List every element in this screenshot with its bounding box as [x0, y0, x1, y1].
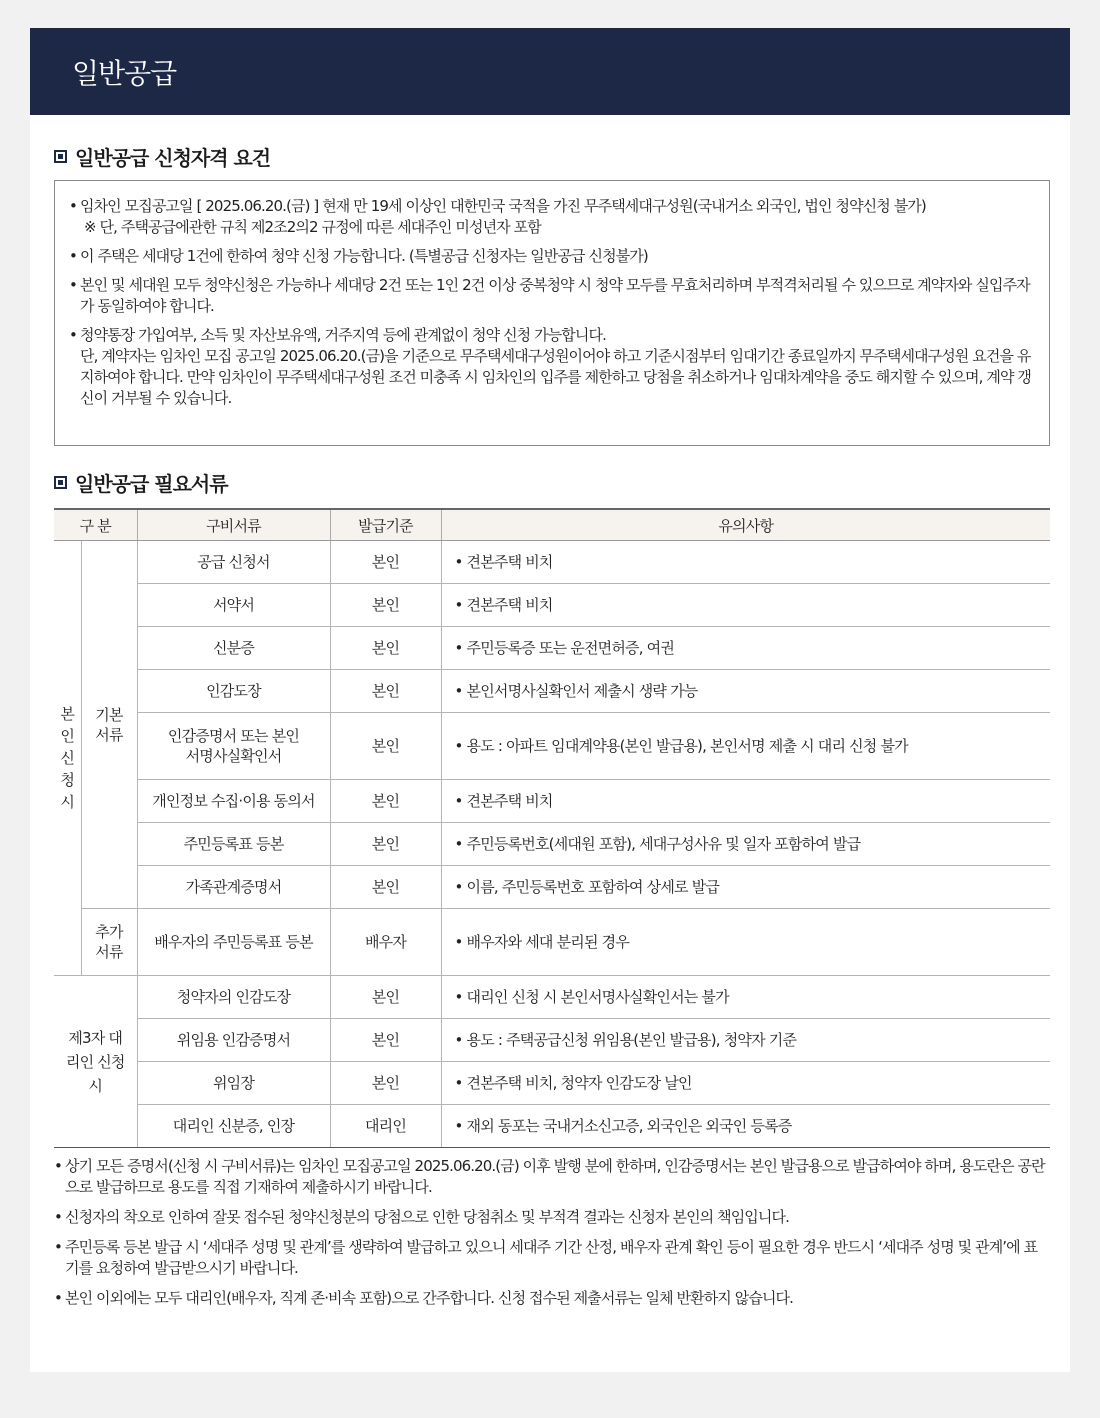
header-category: 구 분 [54, 509, 137, 541]
issuer-cell: 대리인 [330, 1105, 441, 1148]
doc-cell: 대리인 신분증, 인장 [137, 1105, 330, 1148]
table-row [54, 976, 1050, 1019]
table-row [54, 584, 1050, 627]
item-text: 이 주택은 세대당 1건에 한하여 청약 신청 가능합니다. (특별공급 신청자는 일반공급 신청불가) [80, 247, 648, 265]
issuer-cell: 본인 [330, 1062, 441, 1105]
doc-cell: 가족관계증명서 [137, 866, 330, 909]
note-cell: • 견본주택 비치, 청약자 인감도장 날인 [441, 1062, 1050, 1105]
content-card [30, 28, 1070, 1372]
page-title: 일반공급 [72, 56, 177, 90]
issuer-cell: 본인 [330, 866, 441, 909]
subgroup-extra [81, 909, 137, 976]
doc-cell: 배우자의 주민등록표 등본 [137, 909, 330, 976]
issuer-cell: 본인 [330, 780, 441, 823]
subgroup-label: 추가 서류 [95, 923, 123, 961]
table-row [54, 670, 1050, 713]
table-row [54, 909, 1050, 976]
page-header [30, 28, 1070, 115]
doc-cell: 청약자의 인감도장 [137, 976, 330, 1019]
note-cell: • 재외 동포는 국내거소신고증, 외국인은 외국인 등록증 [441, 1105, 1050, 1148]
header-note: 유의사항 [441, 509, 1050, 541]
doc-cell: 위임용 인감증명서 [137, 1019, 330, 1062]
issuer-cell: 본인 [330, 823, 441, 866]
note-cell: • 주민등록증 또는 운전면허증, 여권 [441, 627, 1050, 670]
issuer-cell: 본인 [330, 713, 441, 780]
list-item [69, 196, 1035, 238]
doc-cell: 공급 신청서 [137, 541, 330, 584]
section-title-text: 일반공급 신청자격 요건 [75, 146, 271, 170]
issuer-cell: 본인 [330, 541, 441, 584]
subgroup-basic [81, 541, 137, 909]
issuer-cell: 본인 [330, 627, 441, 670]
issuer-cell: 본인 [330, 976, 441, 1019]
list-item [69, 325, 1035, 409]
note-cell: • 배우자와 세대 분리된 경우 [441, 909, 1050, 976]
list-item: • 상기 모든 증명서(신청 시 구비서류)는 임차인 모집공고일 2025.06.20.(금) 이후 발행 분에 한하며, 인감증명서는 본인 발급용으로 발급하여야 하며, 용도란은 공란으로 발급하므로 용도를 직접 기재하여 제출하시기 바랍니다. [54, 1156, 1050, 1198]
note-cell: • 견본주택 비치 [441, 780, 1050, 823]
doc-cell: 신분증 [137, 627, 330, 670]
doc-text: 인감증명서 또는 본인서명사실확인서 [167, 727, 300, 765]
doc-cell [137, 713, 330, 780]
list-item [69, 275, 1035, 317]
issuer-cell: 본인 [330, 584, 441, 627]
table-row [54, 1105, 1050, 1148]
issuer-cell: 본인 [330, 670, 441, 713]
group-label: 본인 신청 시 [60, 705, 75, 811]
doc-cell: 서약서 [137, 584, 330, 627]
list-item: • 주민등록 등본 발급 시 ‘세대주 성명 및 관계’를 생략하여 발급하고 있으니 세대주 기간 산정, 배우자 관계 확인 등이 필요한 경우 반드시 ‘세대주 성명 및 관계’에 표기를 요청하여 발급받으시기 바랍니다. [54, 1237, 1050, 1279]
note-cell: • 대리인 신청 시 본인서명사실확인서는 불가 [441, 976, 1050, 1019]
header-issuer: 발급기준 [330, 509, 441, 541]
table-row [54, 1062, 1050, 1105]
group-self-apply [54, 541, 81, 976]
note-cell: • 이름, 주민등록번호 포함하여 상세로 발급 [441, 866, 1050, 909]
table-row [54, 780, 1050, 823]
doc-cell: 개인정보 수집·이용 동의서 [137, 780, 330, 823]
table-row [54, 823, 1050, 866]
item-subtext: ※ 단, 주택공급에관한 규칙 제2조2의2 규정에 따른 세대주인 미성년자 포함 [84, 218, 541, 236]
group-proxy-apply [54, 976, 137, 1148]
item-subtext: 단, 계약자는 임차인 모집 공고일 2025.06.20.(금)을 기준으로 무주택세대구성원이어야 하고 기준시점부터 임대기간 종료일까지 무주택세대구성원 요건을 유지하여야 합니다. 만약 임차인이 무주택세대구성원 조건 미충족 시 임차인의 입주를 제한하고 당첨을 취소하거나 임대차계약을 중도 해지할 수 있으며, 계약 갱신이 거부될 수 있습니다. [80, 347, 1031, 407]
section-title-text: 일반공급 필요서류 [75, 472, 228, 496]
note-cell: • 견본주택 비치 [441, 584, 1050, 627]
section-title-eligibility [54, 142, 270, 171]
item-text: 임차인 모집공고일 [ 2025.06.20.(금) ] 현재 만 19세 이상인 대한민국 국적을 가진 무주택세대구성원(국내거소 외국인, 법인 청약신청 불가) [80, 197, 926, 215]
issuer-cell: 배우자 [330, 909, 441, 976]
eligibility-box [54, 180, 1050, 446]
documents-table [54, 508, 1050, 1148]
table-row [54, 713, 1050, 780]
table-row [54, 1019, 1050, 1062]
note-cell: • 본인서명사실확인서 제출시 생략 가능 [441, 670, 1050, 713]
item-text: 청약통장 가입여부, 소득 및 자산보유액, 거주지역 등에 관계없이 청약 신청 가능합니다. [80, 326, 606, 344]
table-row [54, 541, 1050, 584]
list-item: • 본인 이외에는 모두 대리인(배우자, 직계 존·비속 포함)으로 간주합니다. 신청 접수된 제출서류는 일체 반환하지 않습니다. [54, 1288, 1050, 1309]
subgroup-label: 기본 서류 [95, 705, 123, 744]
group-label: 제3자 대리인 신청 시 [65, 1028, 125, 1095]
table-header-row [54, 509, 1050, 541]
footnotes [54, 1156, 1050, 1318]
note-cell: • 용도 : 주택공급신청 위임용(본인 발급용), 청약자 기준 [441, 1019, 1050, 1062]
list-item [69, 246, 1035, 267]
note-cell: • 용도 : 아파트 임대계약용(본인 발급용), 본인서명 제출 시 대리 신청 불가 [441, 713, 1050, 780]
header-document: 구비서류 [137, 509, 330, 541]
list-item: • 신청자의 착오로 인하여 잘못 접수된 청약신청분의 당첨으로 인한 당첨취소 및 부적격 결과는 신청자 본인의 책임입니다. [54, 1207, 1050, 1228]
table-row [54, 627, 1050, 670]
item-text: 본인 및 세대원 모두 청약신청은 가능하나 세대당 2건 또는 1인 2건 이상 중복청약 시 청약 모두를 무효처리하며 부적격처리될 수 있으므로 계약자와 실입주자가 동일하여야 합니다. [80, 276, 1030, 315]
square-bullet-icon [54, 150, 67, 163]
doc-cell: 인감도장 [137, 670, 330, 713]
doc-cell: 위임장 [137, 1062, 330, 1105]
note-cell: • 견본주택 비치 [441, 541, 1050, 584]
doc-cell: 주민등록표 등본 [137, 823, 330, 866]
note-cell: • 주민등록번호(세대원 포함), 세대구성사유 및 일자 포함하여 발급 [441, 823, 1050, 866]
square-bullet-icon [54, 476, 67, 489]
section-title-documents [54, 468, 228, 497]
issuer-cell: 본인 [330, 1019, 441, 1062]
table-row [54, 866, 1050, 909]
